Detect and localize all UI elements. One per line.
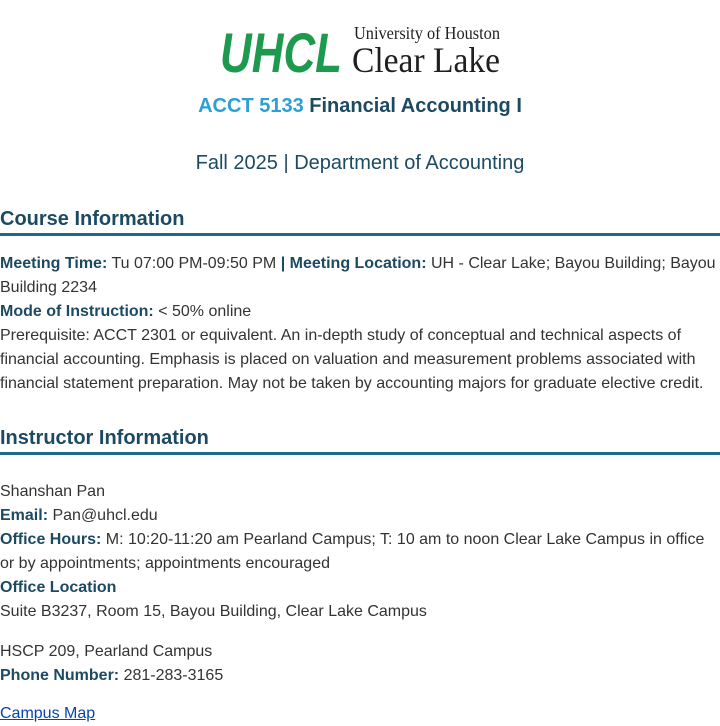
mode-value: < 50% online	[158, 303, 252, 320]
mode-label: Mode of Instruction:	[0, 303, 154, 320]
course-name: Financial Accounting I	[309, 95, 522, 117]
term-separator: |	[283, 152, 289, 174]
meeting-time-label: Meeting Time:	[0, 255, 108, 272]
campus-map	[0, 702, 720, 726]
department: Department of Accounting	[294, 152, 525, 174]
course-description: Prerequisite: ACCT 2301 or equivalent. An in-depth study of conceptual and technical aspects of financial accounting. Emphasis is placed on valuation and measurement problems associated with financial statement preparation. May not be taken by accounting majors for graduate elective credit.	[0, 327, 704, 392]
instructor-info-heading: Instructor Information	[0, 425, 720, 455]
term-line	[0, 150, 720, 176]
meeting-info	[0, 252, 720, 300]
meeting-location: UH - Clear Lake; Bayou Building; Bayou Building 2234	[0, 255, 716, 296]
logo-line1: University of Houston	[354, 23, 500, 43]
meeting-time: Tu 07:00 PM-09:50 PM	[111, 255, 277, 272]
meeting-location-label: | Meeting Location:	[280, 255, 427, 272]
instructor-email	[0, 504, 720, 528]
phone-label: Phone Number:	[0, 667, 120, 684]
phone-value: 281-283-3165	[123, 667, 224, 684]
office-hours-value: M: 10:20-11:20 am Pearland Campus; T: 10 am to noon Clear Lake Campus in office or by appointments; appointments encouraged	[0, 531, 705, 572]
office-location-2: HSCP 209, Pearland Campus	[0, 643, 213, 660]
office-hours-label: Office Hours:	[0, 531, 102, 548]
course-info-heading: Course Information	[0, 206, 720, 236]
course-code: ACCT 5133	[198, 95, 304, 117]
instructor-name: Shanshan Pan	[0, 483, 105, 500]
campus-map-link[interactable]: Campus Map	[0, 705, 96, 722]
course-term: Fall 2025	[195, 152, 278, 174]
uhcl-logo	[220, 22, 502, 74]
course-title	[0, 93, 720, 119]
mode-of-instruction	[0, 300, 720, 324]
header	[0, 0, 720, 96]
office-hours	[0, 528, 720, 576]
logo-line2: Clear Lake	[352, 40, 500, 74]
office-location-1: Suite B3237, Room 15, Bayou Building, Clear Lake Campus	[0, 603, 427, 620]
office-location-label: Office Location	[0, 579, 117, 596]
email-value: Pan@uhcl.edu	[52, 507, 158, 524]
phone-number	[0, 664, 720, 688]
logo-mark: UHCL	[220, 22, 342, 74]
email-label: Email:	[0, 507, 49, 524]
